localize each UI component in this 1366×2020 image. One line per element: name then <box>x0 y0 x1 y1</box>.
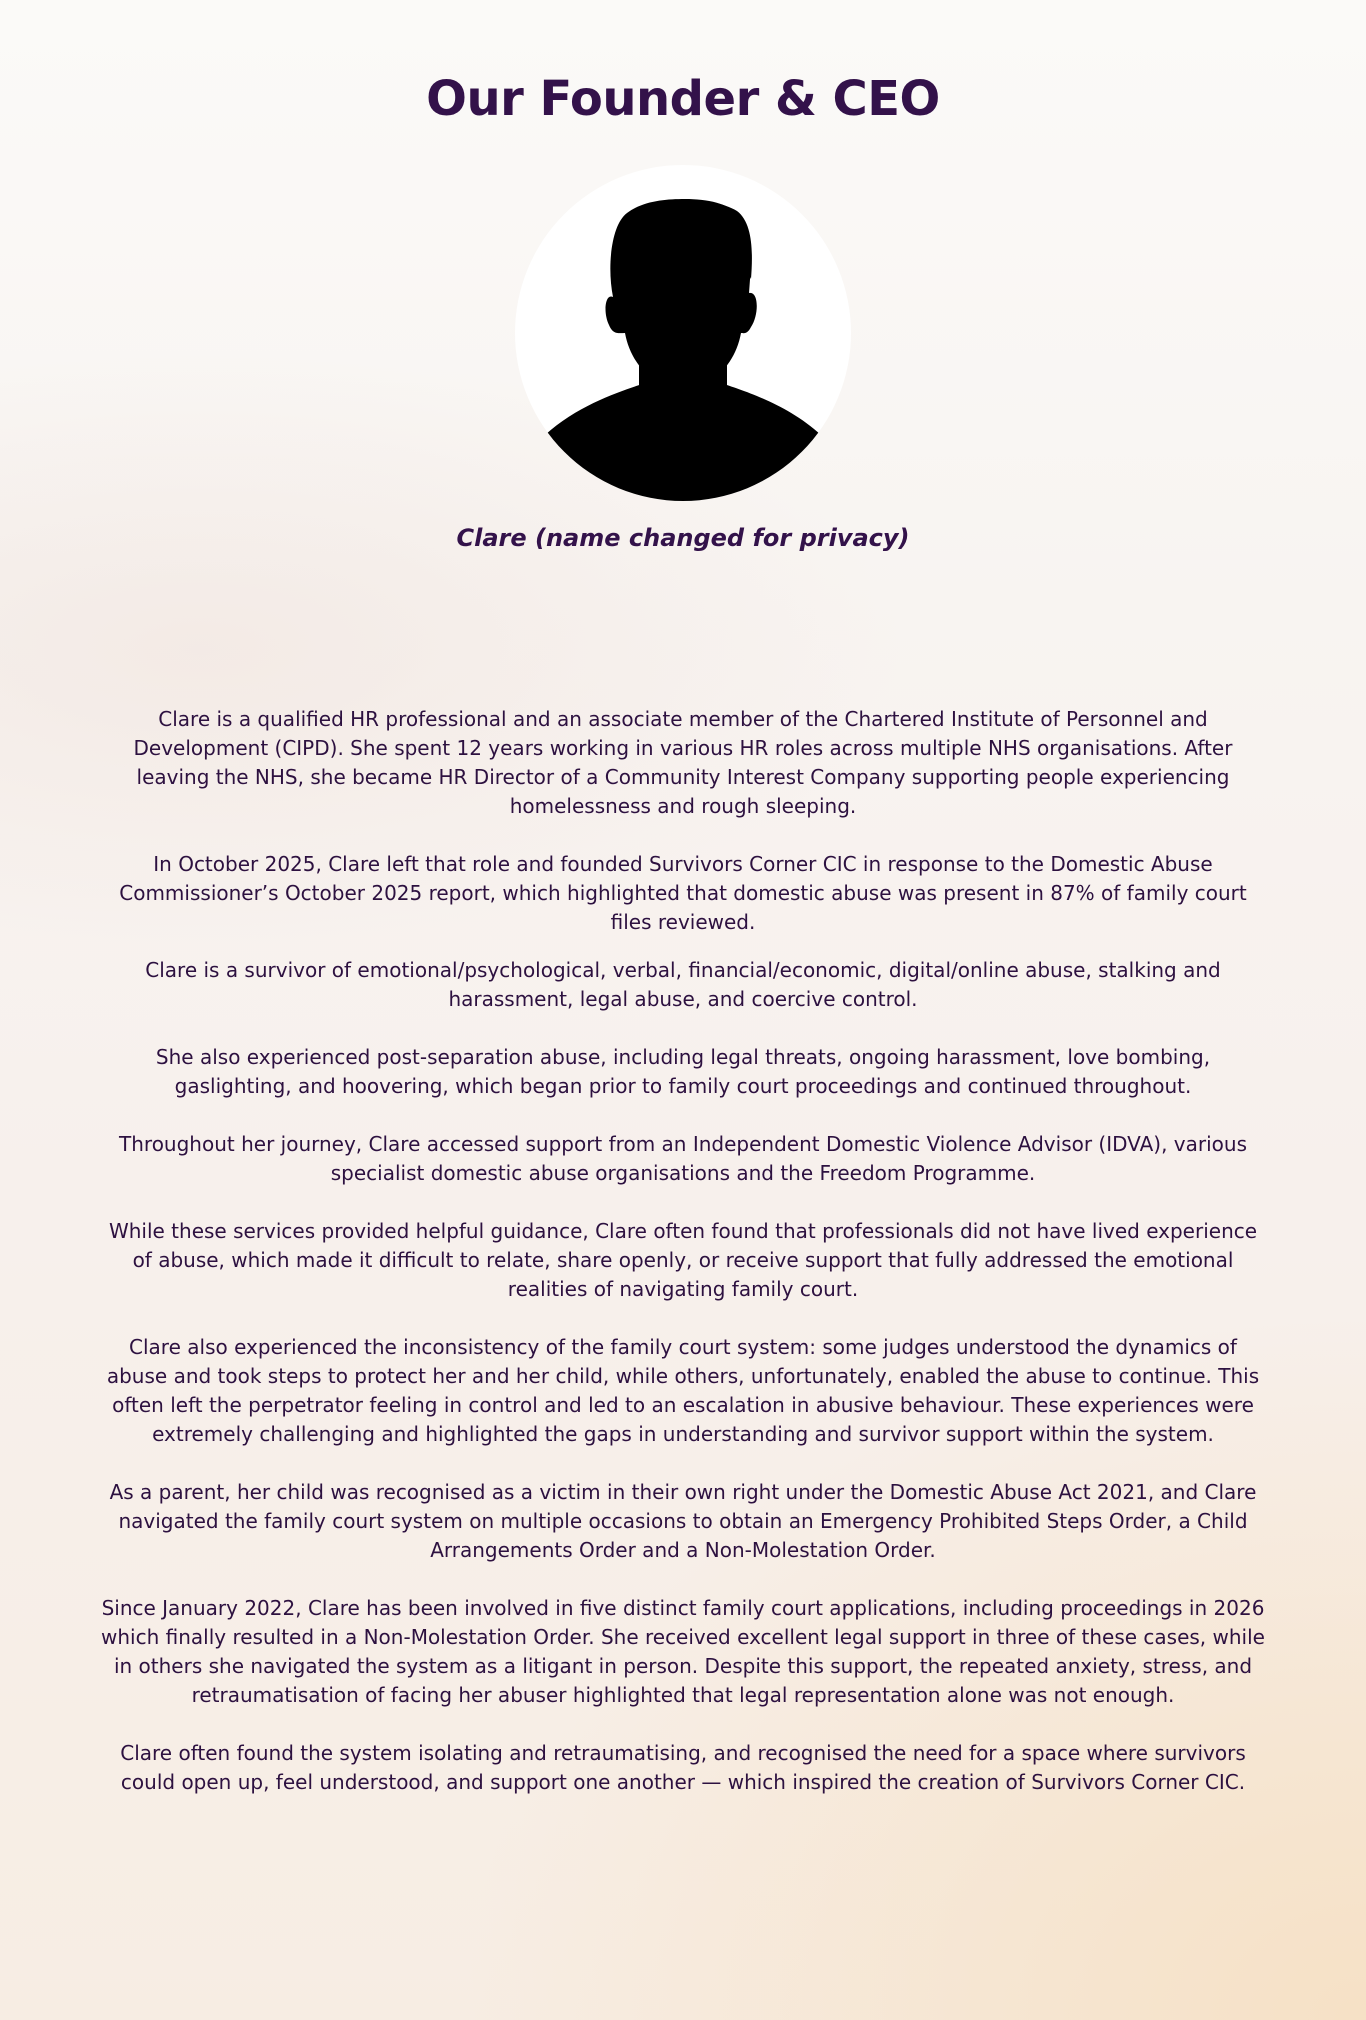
bio-paragraph: Clare also experienced the inconsistency of the family court system: some judges understood the dynamics of abuse and took steps to protect her and her child, while others, unfortunately, enabled the abuse to continue. This often left the perpetrator feeling in control and led to an escalation in abusive behaviour. These experiences were extremely challenging and highlighted the gaps in understanding and survivor support within the system. <box>106 1335 1260 1446</box>
bio-paragraph: Clare is a qualified HR professional and an associate member of the Chartered Institute of Personnel and Development (CIPD). She spent 12 years working in various HR roles across multiple NHS organisations. After leaving the NHS, she became HR Director of a Community Interest Company supporting people experiencing homelessness and rough sleeping. <box>133 707 1233 818</box>
bio-paragraph: She also experienced post-separation abuse, including legal threats, ongoing harassment, love bombing, gaslighting, and hoovering, which began prior to family court proceedings and continued throughout. <box>155 1045 1211 1098</box>
bio-paragraph: Clare often found the system isolating and retraumatising, and recognised the need for a space where survivors could open up, feel understood, and support one another — which inspired the creation of Survivors Corner CIC. <box>120 1741 1246 1794</box>
founder-bio <box>98 705 1268 1797</box>
founder-avatar <box>515 165 851 501</box>
bio-paragraph: While these services provided helpful guidance, Clare often found that professionals did not have lived experience of abuse, which made it difficult to relate, share openly, or receive support that fully addressed the emotional realities of navigating family court. <box>108 1219 1258 1301</box>
bio-paragraph: As a parent, her child was recognised as a victim in their own right under the Domestic Abuse Act 2021, and Clare navigated the family court system on multiple occasions to obtain an Emergency Prohibited Steps Order, a Child Arrangements Order and a Non-Molestation Order. <box>109 1480 1257 1562</box>
founder-caption: Clare (name changed for privacy) <box>456 524 910 552</box>
bio-paragraph: Since January 2022, Clare has been involved in five distinct family court applications, including proceedings in 2026 which finally resulted in a Non-Molestation Order. She received excellent legal support in three of these cases, while in others she navigated the system as a litigant in person. Despite this support, the repeated anxiety, stress, and retraumatisation of facing her abuser highlighted that legal representation alone was not enough. <box>101 1596 1265 1707</box>
bio-paragraph: In October 2025, Clare left that role and founded Survivors Corner CIC in response to the Domestic Abuse Commissioner’s October 2025 report, which highlighted that domestic abuse was present in 87% of family court files reviewed. <box>119 852 1247 934</box>
person-silhouette-icon <box>515 165 851 501</box>
bio-paragraph: Clare is a survivor of emotional/psychological, verbal, financial/economic, digital/online abuse, stalking and harassment, legal abuse, and coercive control. <box>145 958 1221 1011</box>
page-title: Our Founder & CEO <box>426 71 940 127</box>
bio-paragraph: Throughout her journey, Clare accessed support from an Independent Domestic Violence Advisor (IDVA), various specialist domestic abuse organisations and the Freedom Programme. <box>119 1132 1247 1185</box>
